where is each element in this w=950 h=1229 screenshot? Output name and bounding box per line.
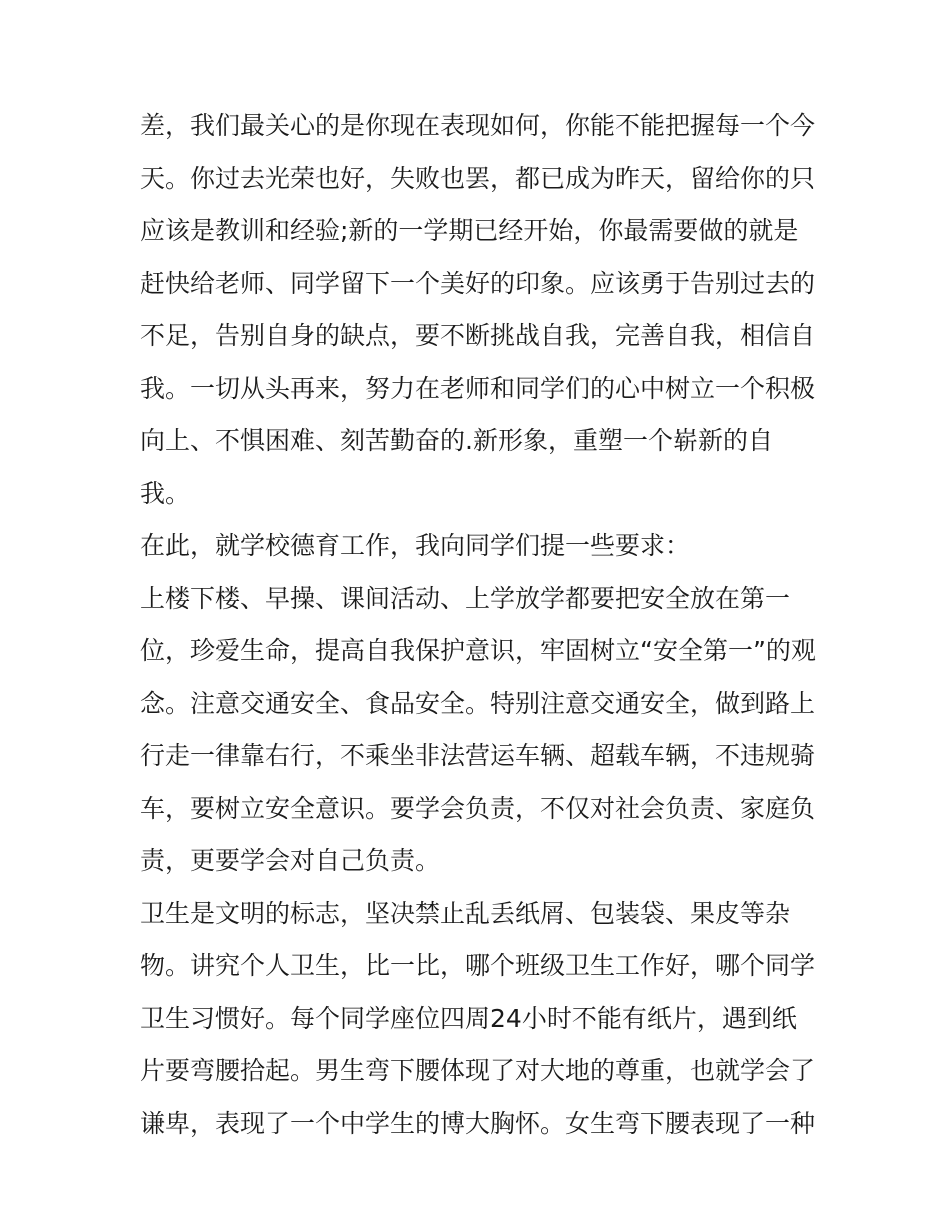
text-line: 车，要树立安全意识。要学会负责，不仅对社会负责、家庭负	[140, 793, 816, 823]
text-line: 天。你过去光荣也好，失败也罢，都已成为昨天，留给你的只	[140, 163, 816, 193]
text-line: 应该是教训和经验;新的一学期已经开始，你最需要做的就是	[140, 216, 799, 245]
text-line: 责，更要学会对自己负责。	[140, 846, 441, 875]
text-line: 上楼下楼、早操、课间活动、上学放学都要把安全放在第一	[140, 583, 791, 613]
text-line: 我。	[140, 478, 191, 508]
text-line: 卫生习惯好。每个同学座位四周24小时不能有纸片，遇到纸	[140, 1003, 797, 1033]
text-line: 不足，告别自身的缺点，要不断挑战自我，完善自我，相信自	[140, 321, 816, 350]
text-line: 向上、不惧困难、刻苦勤奋的.新形象，重塑一个崭新的自	[140, 426, 773, 455]
text-line: 物。讲究个人卫生，比一比，哪个班级卫生工作好，哪个同学	[140, 951, 816, 980]
text-line: 差，我们最关心的是你现在表现如何，你能不能把握每一个今	[140, 111, 816, 140]
text-line: 我。一切从头再来，努力在老师和同学们的心中树立一个积极	[140, 373, 816, 403]
text-line: 卫生是文明的标志，坚决禁止乱丢纸屑、包装袋、果皮等杂	[140, 898, 791, 928]
text-line: 片要弯腰拾起。男生弯下腰体现了对大地的尊重，也就学会了	[140, 1056, 816, 1085]
text-line: 谦卑，表现了一个中学生的博大胸怀。女生弯下腰表现了一种	[140, 1108, 816, 1138]
body-text	[140, 100, 820, 1150]
text-line: 赶快给老师、同学留下一个美好的印象。应该勇于告别过去的	[140, 268, 816, 298]
text-line: 行走一律靠右行，不乘坐非法营运车辆、超载车辆，不违规骑	[140, 741, 816, 770]
text-line: 在此，就学校德育工作，我向同学们提一些要求：	[140, 531, 691, 560]
text-line: 位，珍爱生命，提高自我保护意识，牢固树立“安全第一”的观	[140, 636, 816, 665]
text-line: 念。注意交通安全、食品安全。特别注意交通安全，做到路上	[140, 688, 816, 718]
